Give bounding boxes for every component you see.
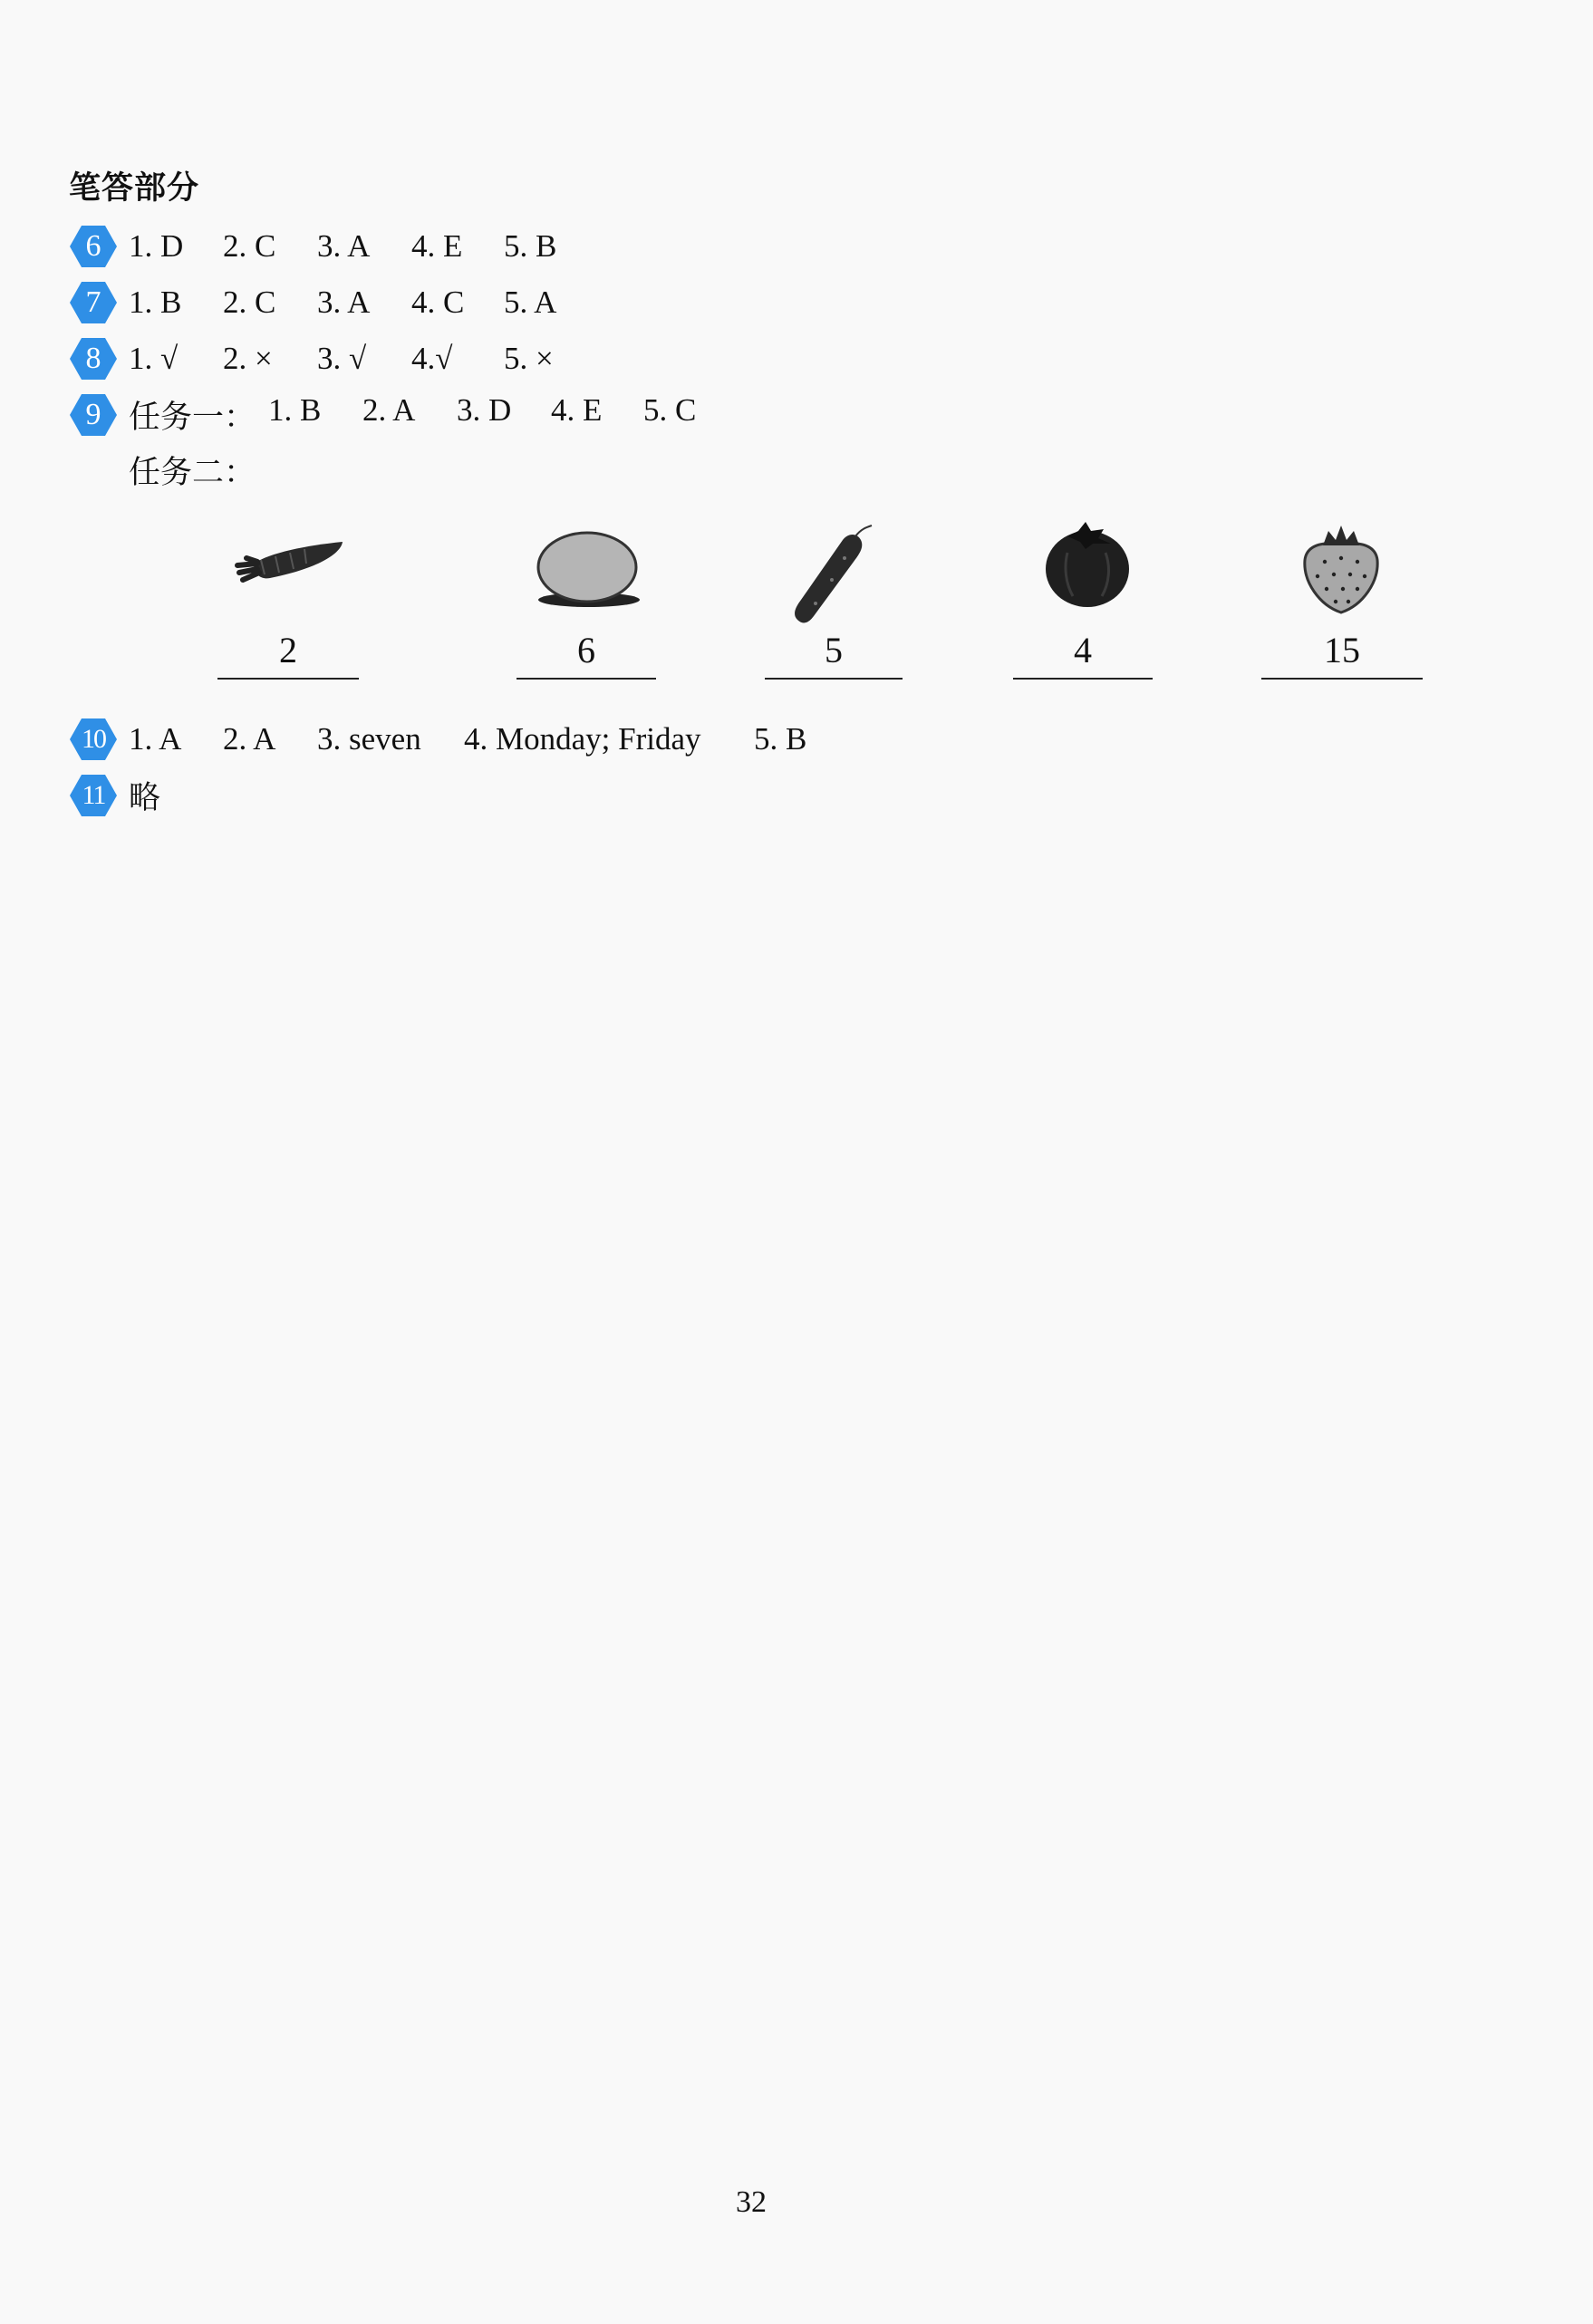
answer-item: 5. B [754, 721, 807, 757]
question-number-badge [69, 773, 118, 818]
answer-item: 3. A [317, 228, 371, 264]
count-answer: 4 [1074, 630, 1092, 670]
count-answer: 6 [577, 630, 595, 670]
cucumber-icon [788, 522, 879, 631]
task2-item-tomato [1013, 516, 1153, 689]
answer-item: 1. D [129, 228, 184, 264]
answer-item: 4.√ [411, 341, 453, 376]
task2-item-strawberry [1261, 516, 1423, 689]
count-answer: 15 [1324, 630, 1360, 670]
task2-label: 任务二： [129, 455, 256, 491]
question-11 [69, 772, 160, 819]
question-number: 6 [85, 229, 101, 263]
answer-item: 4. E [411, 228, 463, 264]
question-number: 7 [85, 285, 101, 319]
answer-item: 2. C [223, 228, 276, 264]
question-number-badge [69, 280, 118, 325]
question-10 [69, 716, 806, 763]
task2-item-egg [517, 516, 656, 689]
question-number-badge [69, 392, 118, 438]
answer-item: 2. A [223, 721, 276, 757]
question-number: 10 [82, 724, 105, 754]
task2-item-cucumber [765, 516, 903, 689]
answer-item: 2. × [223, 341, 273, 376]
strawberry-icon [1298, 522, 1385, 616]
answer-item: 3. D [457, 392, 512, 428]
answer-item: 3. A [317, 284, 371, 320]
answer-item: 4. E [551, 392, 603, 428]
answer-item: 5. A [504, 284, 557, 320]
question-number: 11 [82, 780, 105, 810]
answer-line [217, 678, 359, 680]
answer-item: 5. × [504, 341, 554, 376]
answer-item: 4. C [411, 284, 465, 320]
answer-item: 1. B [268, 392, 322, 428]
answer-item: 5. C [643, 392, 697, 428]
question-8 [69, 335, 554, 382]
answer-item: 3. seven [317, 721, 421, 757]
question-number: 8 [85, 342, 101, 375]
question-9 [69, 391, 696, 439]
question-number-badge [69, 224, 118, 269]
task2-item-carrot [217, 516, 359, 689]
count-answer: 5 [825, 630, 843, 670]
tomato-icon [1040, 516, 1134, 611]
answer-omitted: 略 [129, 780, 161, 816]
question-number-badge [69, 717, 118, 762]
question-6 [69, 223, 556, 270]
answer-item: 2. A [362, 392, 416, 428]
task1-label: 任务一： [129, 400, 256, 436]
page-number: 32 [736, 2185, 767, 2219]
carrot-icon [234, 535, 352, 598]
answer-line [765, 678, 903, 680]
answer-line [1013, 678, 1153, 680]
question-7 [69, 279, 556, 326]
answer-line [1261, 678, 1423, 680]
answer-item: 1. B [129, 284, 182, 320]
answer-item: 1. √ [129, 341, 179, 376]
answer-item: 2. C [223, 284, 276, 320]
answer-item: 5. B [504, 228, 557, 264]
answer-item: 3. √ [317, 341, 367, 376]
answer-item: 4. Monday; Friday [464, 721, 701, 757]
answer-item: 1. A [129, 721, 182, 757]
section-title: 笔答部分 [69, 170, 200, 207]
question-number-badge [69, 336, 118, 381]
count-answer: 2 [279, 630, 297, 670]
answer-line [517, 678, 656, 680]
egg-icon [535, 527, 643, 618]
question-number: 9 [85, 398, 101, 431]
